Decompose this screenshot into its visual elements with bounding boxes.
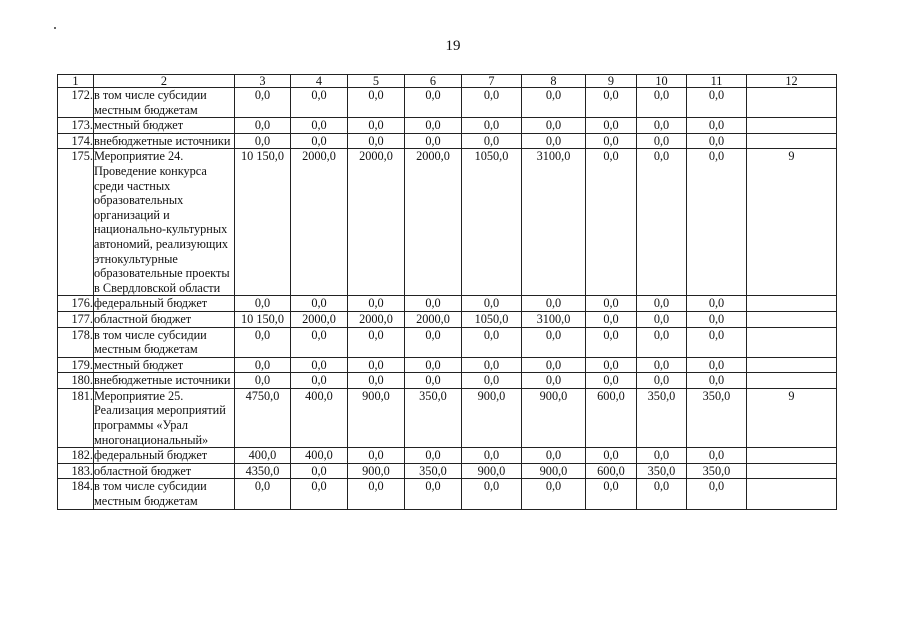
row-number: 183.	[58, 463, 94, 479]
row-number: 178.	[58, 327, 94, 357]
row-number: 181.	[58, 388, 94, 447]
value-cell: 0,0	[462, 88, 522, 118]
value-cell: 0,0	[462, 327, 522, 357]
value-cell: 900,0	[522, 388, 586, 447]
target-indicator-cell: 9	[747, 149, 837, 296]
value-cell: 0,0	[522, 373, 586, 389]
column-header: 3	[235, 75, 291, 88]
column-header: 5	[348, 75, 405, 88]
budget-table	[57, 74, 837, 510]
value-cell: 0,0	[637, 149, 687, 296]
target-indicator-cell	[747, 463, 837, 479]
value-cell: 0,0	[462, 296, 522, 312]
value-cell: 0,0	[586, 327, 637, 357]
row-number: 173.	[58, 118, 94, 134]
value-cell: 0,0	[586, 479, 637, 509]
target-indicator-cell	[747, 133, 837, 149]
row-number: 184.	[58, 479, 94, 509]
value-cell: 0,0	[637, 327, 687, 357]
value-cell: 0,0	[405, 133, 462, 149]
value-cell: 0,0	[522, 327, 586, 357]
value-cell: 0,0	[405, 479, 462, 509]
value-cell: 0,0	[586, 296, 637, 312]
target-indicator-cell	[747, 357, 837, 373]
value-cell: 0,0	[462, 357, 522, 373]
table-row	[58, 149, 837, 296]
value-cell: 0,0	[522, 118, 586, 134]
value-cell: 0,0	[637, 296, 687, 312]
row-name: в том числе субсидии местным бюджетам	[94, 88, 235, 118]
value-cell: 900,0	[348, 388, 405, 447]
value-cell: 0,0	[348, 327, 405, 357]
row-number: 179.	[58, 357, 94, 373]
table-row	[58, 311, 837, 327]
table-row	[58, 327, 837, 357]
value-cell: 0,0	[348, 448, 405, 464]
value-cell: 10 150,0	[235, 149, 291, 296]
value-cell: 0,0	[235, 118, 291, 134]
column-header: 2	[94, 75, 235, 88]
value-cell: 0,0	[637, 133, 687, 149]
column-header: 4	[291, 75, 348, 88]
value-cell: 0,0	[586, 133, 637, 149]
value-cell: 2000,0	[405, 311, 462, 327]
scan-speck	[54, 27, 56, 29]
value-cell: 0,0	[586, 448, 637, 464]
value-cell: 0,0	[637, 88, 687, 118]
value-cell: 350,0	[687, 463, 747, 479]
row-number: 176.	[58, 296, 94, 312]
value-cell: 0,0	[462, 448, 522, 464]
value-cell: 0,0	[637, 373, 687, 389]
value-cell: 4350,0	[235, 463, 291, 479]
value-cell: 0,0	[235, 133, 291, 149]
row-name: Мероприятие 24. Проведение конкурса среди частных образовательных организаций и национально-культурных автономий, реализующих этнокультурные образовательные проекты в Свердловской области	[94, 149, 235, 296]
value-cell: 3100,0	[522, 149, 586, 296]
value-cell: 0,0	[586, 149, 637, 296]
value-cell: 0,0	[291, 88, 348, 118]
target-indicator-cell	[747, 311, 837, 327]
value-cell: 0,0	[235, 296, 291, 312]
target-indicator-cell	[747, 327, 837, 357]
value-cell: 0,0	[405, 357, 462, 373]
table-row	[58, 357, 837, 373]
value-cell: 0,0	[348, 118, 405, 134]
value-cell: 900,0	[462, 463, 522, 479]
value-cell: 0,0	[522, 88, 586, 118]
value-cell: 0,0	[687, 149, 747, 296]
column-header: 10	[637, 75, 687, 88]
value-cell: 0,0	[291, 118, 348, 134]
value-cell: 0,0	[405, 118, 462, 134]
value-cell: 350,0	[637, 388, 687, 447]
row-number: 177.	[58, 311, 94, 327]
target-indicator-cell: 9	[747, 388, 837, 447]
row-name: областной бюджет	[94, 311, 235, 327]
row-name: внебюджетные источники	[94, 373, 235, 389]
value-cell: 0,0	[348, 133, 405, 149]
value-cell: 900,0	[522, 463, 586, 479]
target-indicator-cell	[747, 118, 837, 134]
value-cell: 4750,0	[235, 388, 291, 447]
value-cell: 0,0	[586, 118, 637, 134]
value-cell: 0,0	[687, 118, 747, 134]
row-number: 175.	[58, 149, 94, 296]
value-cell: 0,0	[405, 448, 462, 464]
table-row	[58, 479, 837, 509]
table-row	[58, 463, 837, 479]
value-cell: 0,0	[405, 327, 462, 357]
value-cell: 400,0	[291, 388, 348, 447]
value-cell: 0,0	[291, 357, 348, 373]
value-cell: 0,0	[586, 357, 637, 373]
header-row	[58, 75, 837, 88]
value-cell: 0,0	[348, 357, 405, 373]
value-cell: 0,0	[405, 373, 462, 389]
target-indicator-cell	[747, 296, 837, 312]
value-cell: 2000,0	[291, 149, 348, 296]
table-row	[58, 133, 837, 149]
value-cell: 0,0	[291, 327, 348, 357]
row-name: федеральный бюджет	[94, 296, 235, 312]
value-cell: 0,0	[348, 479, 405, 509]
value-cell: 0,0	[522, 448, 586, 464]
row-name: Мероприятие 25. Реализация мероприятий программы «Урал многонациональный»	[94, 388, 235, 447]
value-cell: 0,0	[291, 373, 348, 389]
value-cell: 0,0	[235, 373, 291, 389]
row-name: в том числе субсидии местным бюджетам	[94, 479, 235, 509]
value-cell: 0,0	[637, 448, 687, 464]
value-cell: 0,0	[637, 357, 687, 373]
target-indicator-cell	[747, 373, 837, 389]
value-cell: 0,0	[405, 88, 462, 118]
column-header: 12	[747, 75, 837, 88]
target-indicator-cell	[747, 448, 837, 464]
value-cell: 0,0	[348, 88, 405, 118]
target-indicator-cell	[747, 88, 837, 118]
row-name: областной бюджет	[94, 463, 235, 479]
column-header: 9	[586, 75, 637, 88]
value-cell: 350,0	[687, 388, 747, 447]
column-header: 11	[687, 75, 747, 88]
value-cell: 0,0	[522, 357, 586, 373]
value-cell: 0,0	[687, 327, 747, 357]
table-row	[58, 296, 837, 312]
value-cell: 900,0	[348, 463, 405, 479]
value-cell: 10 150,0	[235, 311, 291, 327]
value-cell: 400,0	[235, 448, 291, 464]
value-cell: 0,0	[405, 296, 462, 312]
value-cell: 1050,0	[462, 149, 522, 296]
value-cell: 0,0	[687, 133, 747, 149]
value-cell: 0,0	[586, 373, 637, 389]
value-cell: 0,0	[291, 133, 348, 149]
value-cell: 0,0	[235, 479, 291, 509]
row-name: местный бюджет	[94, 357, 235, 373]
page-number: 19	[445, 38, 461, 54]
value-cell: 0,0	[348, 296, 405, 312]
value-cell: 0,0	[522, 296, 586, 312]
value-cell: 0,0	[687, 479, 747, 509]
column-header: 1	[58, 75, 94, 88]
value-cell: 1050,0	[462, 311, 522, 327]
value-cell: 600,0	[586, 463, 637, 479]
table-row	[58, 388, 837, 447]
row-name: местный бюджет	[94, 118, 235, 134]
value-cell: 0,0	[687, 373, 747, 389]
table-body	[58, 75, 837, 510]
value-cell: 0,0	[687, 448, 747, 464]
value-cell: 0,0	[235, 327, 291, 357]
value-cell: 0,0	[462, 118, 522, 134]
value-cell: 600,0	[586, 388, 637, 447]
table-row	[58, 373, 837, 389]
value-cell: 2000,0	[291, 311, 348, 327]
value-cell: 2000,0	[348, 149, 405, 296]
row-number: 174.	[58, 133, 94, 149]
row-name: внебюджетные источники	[94, 133, 235, 149]
value-cell: 0,0	[586, 88, 637, 118]
value-cell: 0,0	[235, 88, 291, 118]
column-header: 8	[522, 75, 586, 88]
value-cell: 0,0	[586, 311, 637, 327]
value-cell: 0,0	[291, 463, 348, 479]
value-cell: 0,0	[291, 479, 348, 509]
value-cell: 0,0	[637, 118, 687, 134]
row-number: 182.	[58, 448, 94, 464]
value-cell: 0,0	[462, 479, 522, 509]
row-number: 180.	[58, 373, 94, 389]
value-cell: 3100,0	[522, 311, 586, 327]
value-cell: 0,0	[637, 311, 687, 327]
row-number: 172.	[58, 88, 94, 118]
value-cell: 0,0	[687, 311, 747, 327]
value-cell: 350,0	[405, 463, 462, 479]
table-row	[58, 118, 837, 134]
value-cell: 0,0	[348, 373, 405, 389]
table-row	[58, 88, 837, 118]
column-header: 6	[405, 75, 462, 88]
value-cell: 0,0	[522, 133, 586, 149]
value-cell: 0,0	[235, 357, 291, 373]
column-header: 7	[462, 75, 522, 88]
value-cell: 0,0	[687, 296, 747, 312]
target-indicator-cell	[747, 479, 837, 509]
value-cell: 900,0	[462, 388, 522, 447]
value-cell: 350,0	[637, 463, 687, 479]
value-cell: 350,0	[405, 388, 462, 447]
value-cell: 0,0	[637, 479, 687, 509]
value-cell: 400,0	[291, 448, 348, 464]
value-cell: 0,0	[291, 296, 348, 312]
value-cell: 0,0	[687, 357, 747, 373]
value-cell: 0,0	[462, 373, 522, 389]
value-cell: 0,0	[522, 479, 586, 509]
value-cell: 0,0	[687, 88, 747, 118]
row-name: в том числе субсидии местным бюджетам	[94, 327, 235, 357]
value-cell: 2000,0	[405, 149, 462, 296]
value-cell: 0,0	[462, 133, 522, 149]
value-cell: 2000,0	[348, 311, 405, 327]
row-name: федеральный бюджет	[94, 448, 235, 464]
table-row	[58, 448, 837, 464]
